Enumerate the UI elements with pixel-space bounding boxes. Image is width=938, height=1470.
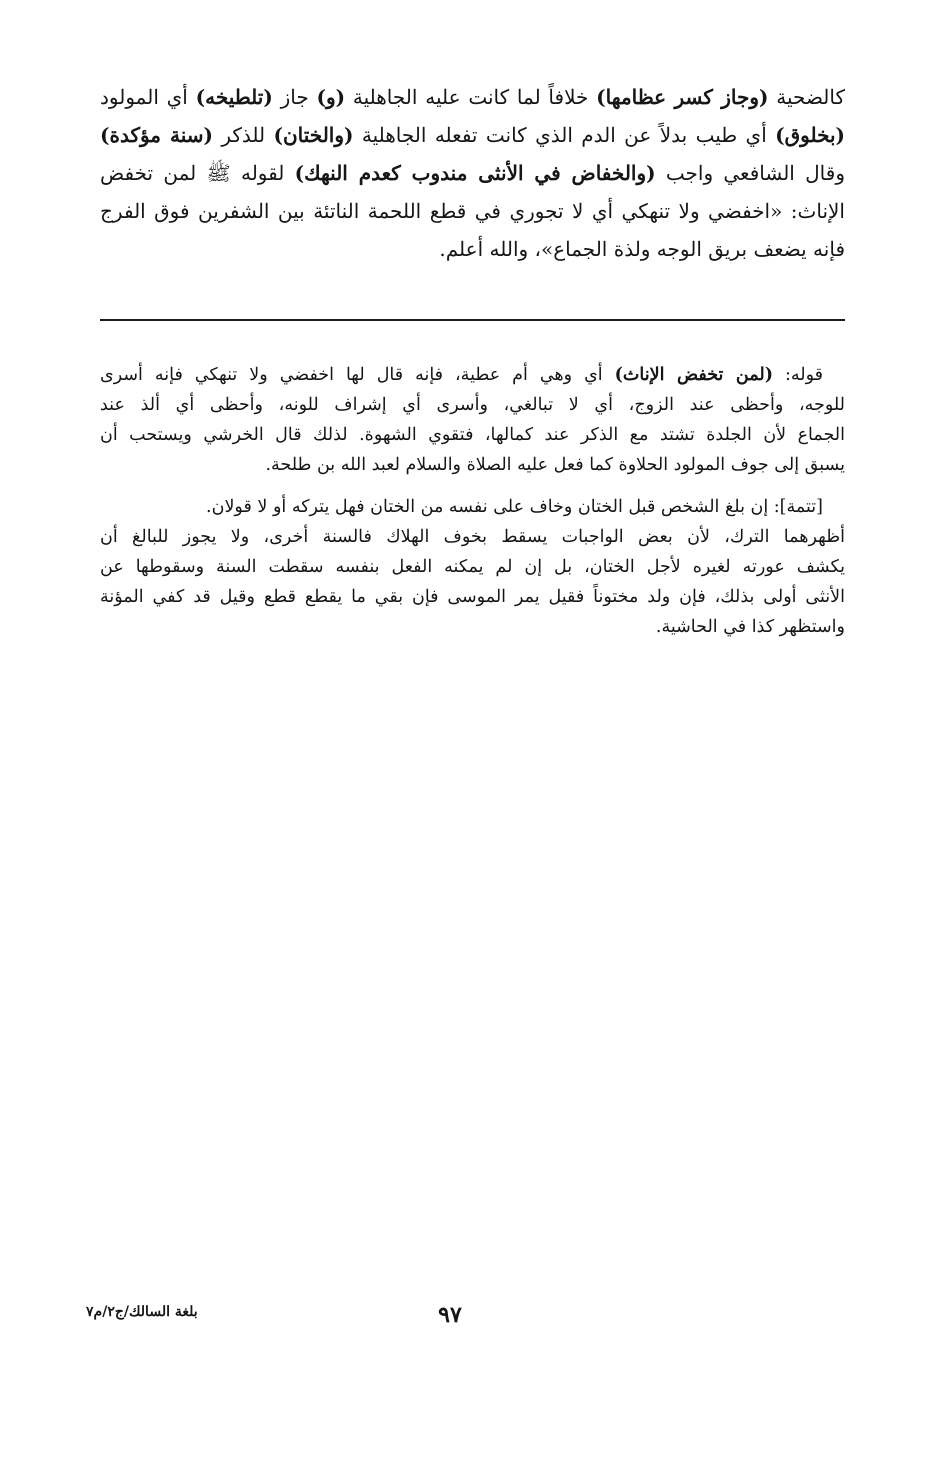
printer-signature: بلغة السالك/ج٢/م٧ <box>86 1304 198 1320</box>
note-line: واستظهر كذا في الحاشية. <box>655 617 845 637</box>
main-line: وقال الشافعي واجب (والخفاض في الأنثى مندوب كعدم النهك) لقوله ﷺ لمن تخفض <box>100 161 845 185</box>
note-line: للوجه، وأحظى عند الزوج، أي لا تبالغي، وأسرى أي إشراف للونه، وأحظى أي ألذ عند <box>100 395 845 415</box>
main-line: فإنه يضعف بريق الوجه ولذة الجماع»، والله أعلم. <box>439 237 845 261</box>
main-line: كالضحية (وجاز كسر عظامها) خلافاً لما كانت عليه الجاهلية (و) جاز (تلطيخه) أي المولود <box>100 85 845 109</box>
note-line: الجماع لأن الجلدة تشتد مع الذكر عند كمالها، فتقوي الشهوة. لذلك قال الخرشي ويستحب أن <box>100 425 845 445</box>
main-line: الإناث: «اخفضي ولا تنهكي أي لا تجوري في قطع اللحمة الناتئة بين الشفرين فوق الفرج <box>100 199 845 223</box>
note-line: الأنثى أولى بذلك، فإن ولد مختوناً فقيل يمر الموسى فإن بقي ما يقطع قطع وقيل قد كفي المؤنة <box>100 587 845 607</box>
note-line: يسبق إلى جوف المولود الحلاوة كما فعل عليه الصلاة والسلام لعبد الله بن طلحة. <box>265 455 845 475</box>
note-line: يكشف عورته لغيره لأجل الختان، بل إن لم يمكنه الفعل بنفسه سقطت السنة وسقوطها عن <box>100 557 845 577</box>
main-line: (بخلوق) أي طيب بدلاً عن الدم الذي كانت تفعله الجاهلية (والختان) للذكر (سنة مؤكدة) <box>100 123 846 147</box>
note-line: أظهرهما الترك، لأن بعض الواجبات يسقط بخوف الهلاك فالسنة أخرى، ولا يجوز للبالغ أن <box>100 527 845 547</box>
note-line: [تتمة]: إن بلغ الشخص قبل الختان وخاف على نفسه من الختان فهل يتركه أو لا قولان. <box>206 497 823 517</box>
note-line: قوله: (لمن تخفض الإناث) أي وهي أم عطية، فإنه قال لها اخفضي ولا تنهكي فإنه أسرى <box>100 365 823 385</box>
footnote-separator <box>100 319 845 321</box>
page-number: ٩٧ <box>438 1302 462 1328</box>
